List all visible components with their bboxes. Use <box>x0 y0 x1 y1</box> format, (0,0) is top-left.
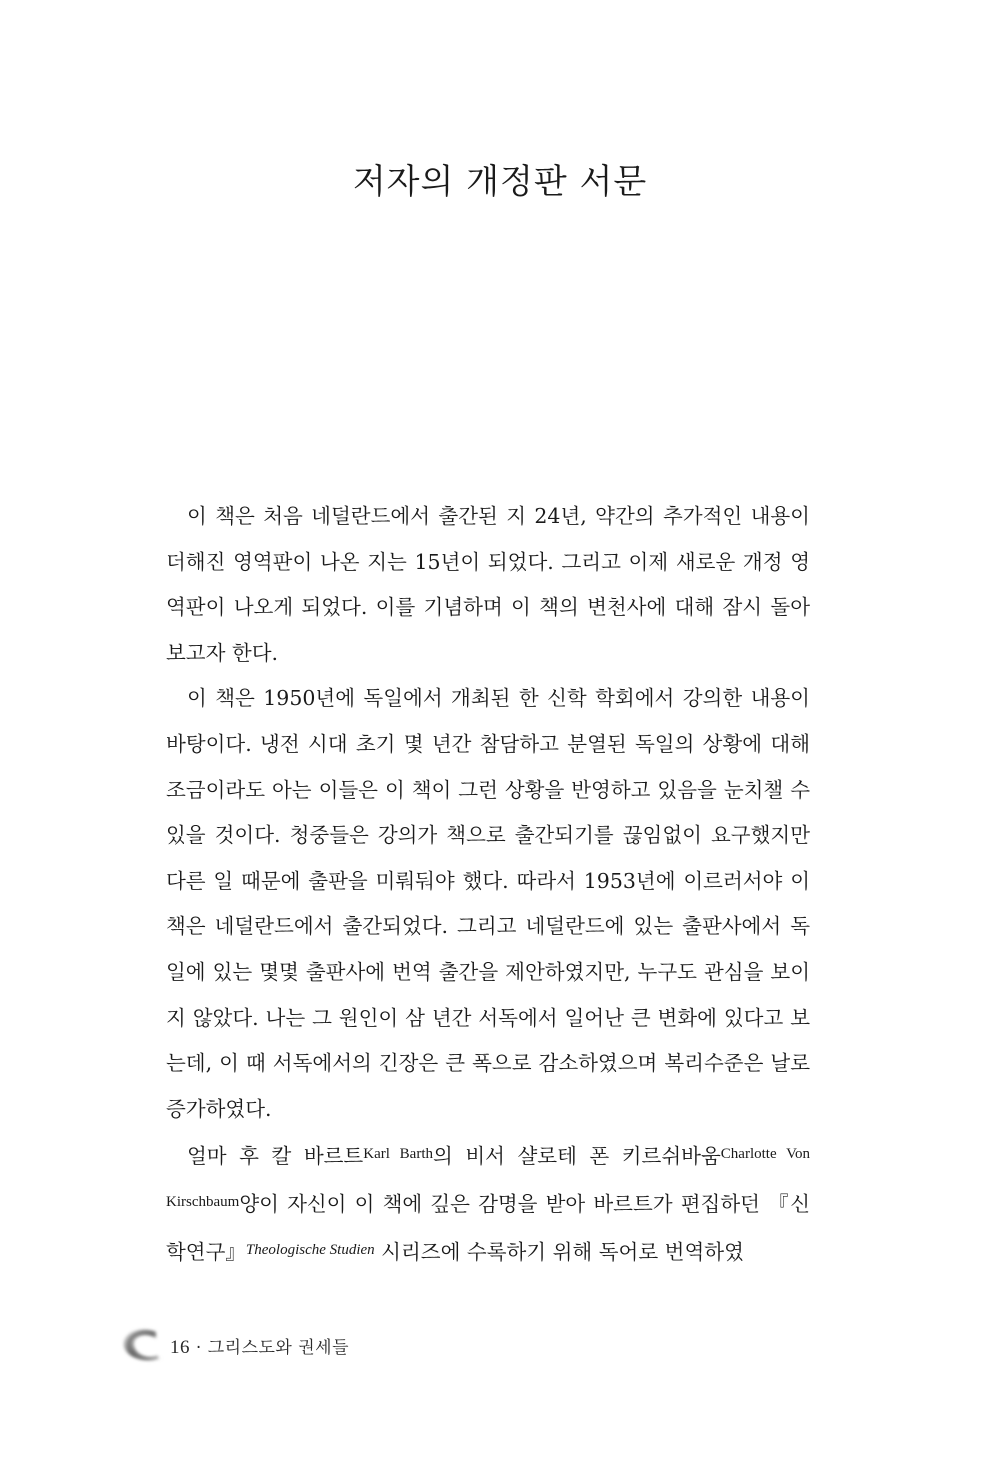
paragraph-3-text-3: 양이 자신이 이 책에 깊은 감명을 받아 바르트가 편집하던 『신학연구』 <box>166 1191 810 1264</box>
page-number: 16 <box>170 1337 190 1358</box>
paragraph-3-text-1: 얼마 후 칼 바르트 <box>187 1144 364 1169</box>
paragraph-2: 이 책은 1950년에 독일에서 개최된 한 신학 학회에서 강의한 내용이 바탕이다. 냉전 시대 초기 몇 년간 참담하고 분열된 독일의 상황에 대해 조금이라도 아는 이들은 이 책이 그런 상황을 반영하고 있음을 눈치챌 수 있을 것이다. 청중들은 강의가 책으로 출간되기를 끊임없이 요구했지만 다른 일 때문에 출판을 미뤄둬야 했다. 따라서 1953년에 이르러서야 이 책은 네덜란드에서 출간되었다. 그리고 네덜란드에 있는 출판사에서 독일에 있는 몇몇 출판사에 번역 출간을 제안하였지만, 누구도 관심을 보이지 않았다. 나는 그 원인이 삼 년간 서독에서 일어난 큰 변화에 있다고 보는데, 이 때 서독에서의 긴장은 큰 폭으로 감소하였으며 복리수준은 날로 증가하였다. <box>166 686 810 1121</box>
page-footer <box>112 1324 349 1368</box>
paragraph-3-text-4: 시리즈에 수록하기 위해 독어로 번역하였 <box>374 1239 744 1264</box>
body-text <box>166 494 810 1275</box>
page-title: 저자의 개정판 서문 <box>352 162 648 202</box>
footer-separator: · <box>190 1338 208 1358</box>
gloss-karl-barth: Karl Barth <box>363 1146 433 1163</box>
paragraph-3 <box>166 1132 810 1275</box>
swirl-c-logo-icon <box>112 1324 174 1368</box>
paragraph-3-text-2: 의 비서 샬로테 폰 키르쉬바움 <box>432 1144 721 1169</box>
gloss-theologische-studien: Theologische Studien <box>245 1241 375 1258</box>
paragraph-1: 이 책은 처음 네덜란드에서 출간된 지 24년, 약간의 추가적인 내용이 더해진 영역판이 나온 지는 15년이 되었다. 그리고 이제 새로운 개정 영역판이 나오게 되었다. 이를 기념하며 이 책의 변천사에 대해 잠시 돌아보고자 한다. <box>166 504 810 665</box>
gloss-charlotte-von-kirschbaum: Charlotte Von Kirschbaum <box>166 1146 810 1210</box>
footer-text <box>170 1333 349 1359</box>
running-title: 그리스도와 권세들 <box>207 1338 349 1358</box>
